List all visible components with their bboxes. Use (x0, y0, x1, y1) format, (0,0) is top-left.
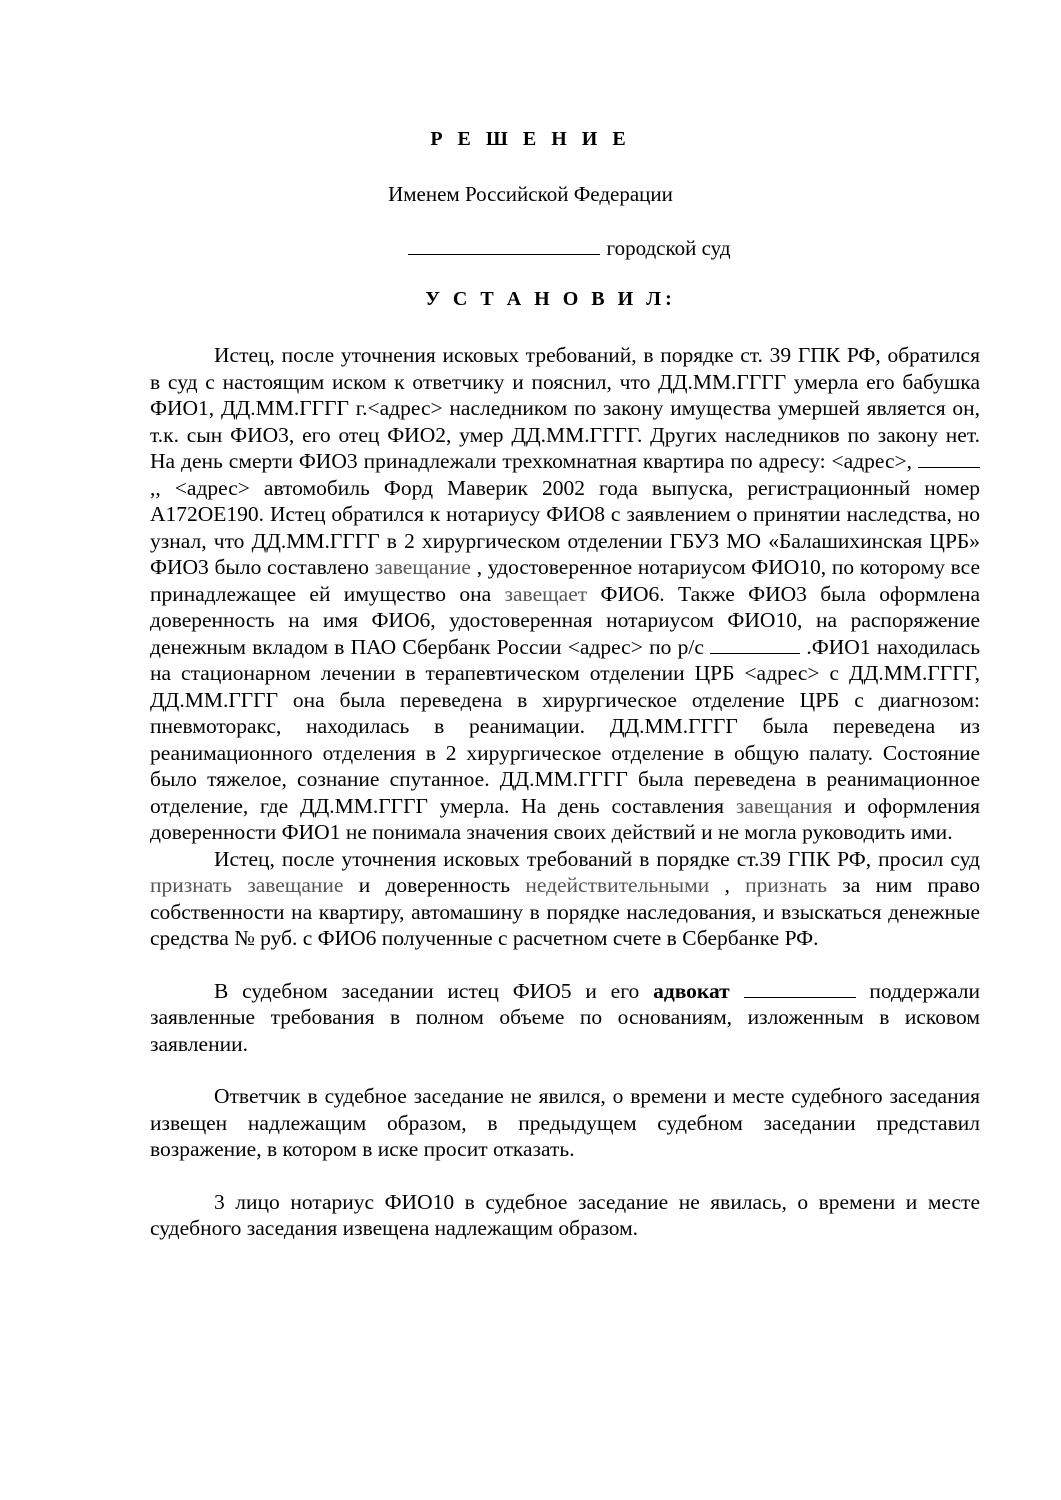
document-subtitle: Именем Российской Федерации (388, 182, 673, 206)
advocate-blank (744, 979, 856, 998)
text-segment: , удостоверенное нотариусом ФИО10, по которому все принадлежащее ей имущество она (150, 555, 981, 606)
paragraph-gap (150, 1057, 980, 1083)
advocate-label: адвокат (653, 978, 730, 1003)
text-segment: , (724, 873, 730, 897)
link-bequeaths[interactable]: завещает (504, 581, 588, 606)
paragraph-defendant: Ответчик в судебное заседание не явился, о времени и месте судебного заседания извещен надлежащим образом, в предыдущем судебном заседании представил возражение, в котором в иске просит отказать. (150, 1084, 980, 1161)
court-label: городской суд (606, 236, 731, 260)
court-name-blank (408, 236, 600, 255)
link-invalid[interactable]: недействительными (525, 873, 710, 897)
text-segment: ФИО6. Также ФИО3 была оформлена доверенность на имя ФИО6, удостоверенная нотариусом ФИО10, на распоряжение денежным вкладом в ПАО Сбербанк России <адрес> по р/с (150, 581, 981, 659)
court-line (0, 236, 1061, 261)
text-segment: Истец, после уточнения исковых требований в порядке ст.39 ГПК РФ, просил суд (214, 846, 980, 871)
text-segment: и доверенность (358, 873, 511, 897)
established-heading: У С Т А Н О В И Л: (425, 288, 676, 310)
link-recognize[interactable]: признать (745, 873, 828, 897)
document-title: Р Е Ш Е Н И Е (430, 128, 631, 150)
paragraph-notary: 3 лицо нотариус ФИО10 в судебное заседание не явилась, о времени и месте судебного заседания извещена надлежащим образом. (150, 1189, 980, 1240)
text-segment: ,, <адрес> автомобиль Форд Маверик 2002 года выпуска, регистрационный номер А172ОЕ190. Истец обратился к нотариусу ФИО8 с заявлением о принятии наследства, но узнал, что ДД.ММ.ГГГГ в 2 хирургическом отделении ГБУЗ МО «Балашихинская ЦРБ» ФИО3 было составлено (150, 475, 980, 579)
text-segment: поддержали заявленные требования в полном объеме по основаниям, изложенным в исковом заявлении. (150, 978, 981, 1056)
document-body (150, 342, 980, 1242)
address-blank (918, 449, 980, 468)
text-segment: и оформления доверенности ФИО1 не понимала значения своих действий и не могла руководить ими. (150, 793, 981, 844)
text-segment: Истец, после уточнения исковых требований, в порядке ст. 39 ГПК РФ, обратился в суд с настоящим иском к ответчику и пояснил, что ДД.ММ.ГГГГ умерла его бабушка ФИО1, ДД.ММ.ГГГГ г.<адрес> наследником по закону имущества умершей является он, т.к. сын ФИО3, его отец ФИО2, умер ДД.ММ.ГГГГ. Других наследников по закону нет. На день смерти ФИО3 принадлежали трехкомнатная квартира по адресу: <адрес>, (150, 343, 980, 473)
account-blank (710, 635, 800, 654)
text-segment: В судебном заседании истец ФИО5 и его (214, 978, 640, 1003)
paragraph-gap (150, 952, 980, 978)
link-recognize-testament[interactable]: признать завещание (150, 873, 344, 897)
paragraph-gap (150, 1163, 980, 1189)
paragraph-claim (150, 342, 980, 846)
text-segment: .ФИО1 находилась на стационарном лечении в терапевтическом отделении ЦРБ <адрес> с ДД.ММ.ГГГГ, ДД.ММ.ГГГГ она была переведена в хирургическое отделение ЦРБ с диагнозом: пневмоторакс, находилась в реанимации. ДД.ММ.ГГГГ была переведена из реанимационного отделения в 2 хирургическое отделение в общую палату. Состояние было тяжелое, сознание спутанное. ДД.ММ.ГГГГ была переведена в реанимационное отделение, где ДД.ММ.ГГГГ умерла. На день составления (150, 634, 981, 818)
link-testament[interactable]: завещание (374, 555, 471, 579)
link-testament-2[interactable]: завещания (735, 793, 833, 818)
paragraph-request (150, 846, 980, 952)
text-segment: за ним право собственности на квартиру, автомашину в порядке наследования, и взыскаться денежные средства № руб. с ФИО6 полученные с расчетном счете в Сбербанке РФ. (150, 873, 980, 950)
paragraph-hearing (150, 978, 980, 1058)
